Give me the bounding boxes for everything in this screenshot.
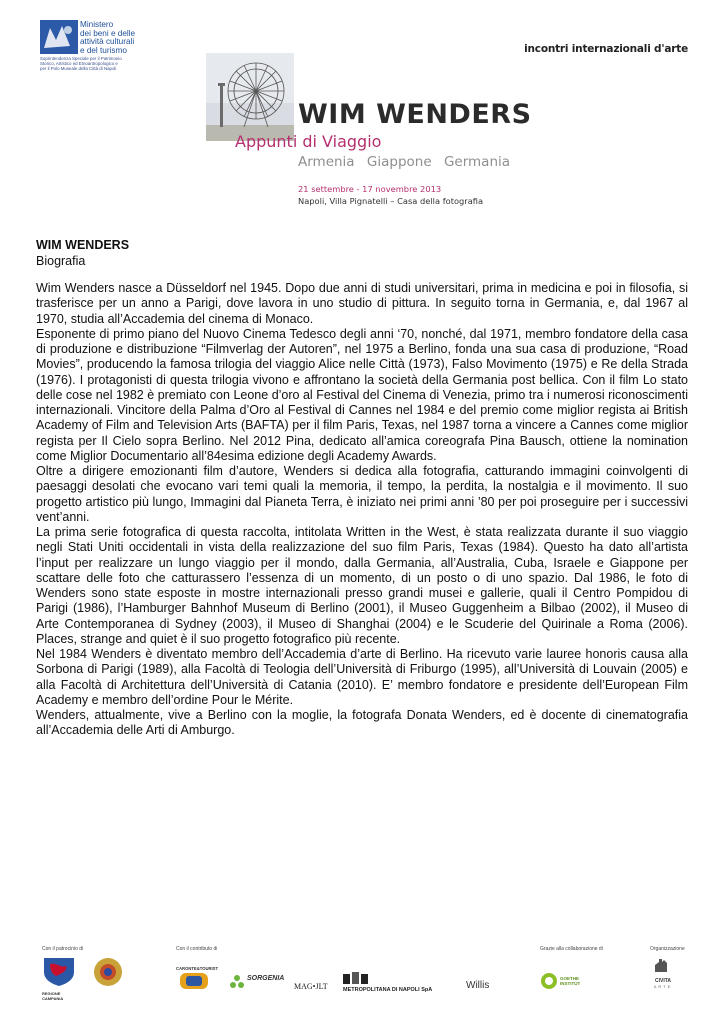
document-subheading: Biografia [36, 254, 86, 268]
paragraph: Esponente di primo piano del Nuovo Cinema Tedesco degli anni ‘70, nonché, dal 1971, membro fondatore della casa di produzione e distribuzione “Filmverlag der Autoren”, nel 1975 a Berlino, fonda una sua casa di produzione, “Road Movies”, producendo la famosa trilogia del viaggio Alice nelle Città (1973), Falso Movimento (1975) e Re della Strada (1976). I protagonisti di questa trilogia vivono e affrontano la società della Germania post bellica. Con il film Lo stato delle cose nel 1982 è premiato con Leone d’oro al Festival del Cinema di Venezia, primo tra i numerosi riconoscimenti internazionali. Vincitore della Palma d’Oro al Festival di Cannes nel 1984 e del premio come miglior regista ai British Academy of Film and Television Arts (BAFTA) per il film Paris, Texas, nel 1987 torna a vincere a Cannes come miglior regista per Il Cielo sopra Berlino. Nel 2012 Pina, dedicato all’amica coreografa Pina Bausch, ottiene la nomination come Miglior Documentario all’84esima edizione degli Academy Awards. [36, 326, 688, 463]
armenia-emblem-logo [92, 956, 124, 990]
willis-logo: Willis [466, 980, 490, 991]
place-germania: Germania [443, 154, 511, 170]
goethe-institut-logo: GOETHE INSTITUT [540, 972, 588, 996]
place-armenia: Armenia [298, 154, 355, 170]
paragraph: La prima serie fotografica di questa raccolta, intitolata Written in the West, è stata realizzata durante il suo viaggio negli Stati Uniti occidentali in vista della realizzazione del suo film Paris, Texas (1984). Questo ha dato all’artista l’input per realizzare un lungo viaggio per il mondo, dalla Germania, all’Australia, Cuba, Israele e Giappone per scattare delle foto che catturassero l’essenza di un momento, di un posto o di uno spazio. Dal 1986, le foto di Wenders sono state esposte in mostre internazionali presso grandi musei e gallerie, quali il Centro Pompidou di Parigi (1986), l’Hamburger Bahnhof Museum di Berlino (2001), il Museo Guggenheim a Bilbao (2002), il Museo di Arte Contemporanea di Sydney (2003), il Museo di Shanghai (2004) e le Scuderie del Quirinale a Roma (2006). Places, strange and quiet è il suo progetto fotografico più recente. [36, 525, 688, 646]
ferris-wheel-photo [206, 53, 294, 141]
armenia-emblem-icon [92, 956, 124, 988]
organization-label: Organizzazione [650, 946, 685, 952]
paragraph: Wenders, attualmente, vive a Berlino con la moglie, la fotografa Donata Wenders, ed è docente di cinematografia all’Accademia delle Arti di Amburgo. [36, 708, 688, 738]
banner-title: WIM WENDERS [298, 99, 532, 130]
metropolitana-icon [343, 972, 369, 986]
civita-logo: CIVITA ARTE [650, 957, 676, 997]
collaboration-label: Grazie alla collaborazione di [540, 946, 603, 952]
paragraph: Wim Wenders nasce a Düsseldorf nel 1945. Dopo due anni di studi universitari, prima in medicina e poi in filosofia, si trasferisce per un anno a Parigi, dove lavora in uno studio di pittura. In seguito torna in Germania, e, dal 1967 al 1970, studia all’Accademia del cinema di Monaco. [36, 281, 688, 326]
mag-jlt-logo: MAG•JLT [294, 982, 328, 991]
metropolitana-napoli-logo: METROPOLITANA DI NAPOLI SpA [343, 972, 458, 996]
caronte-tourist-logo: CARONTE&TOURIST [176, 966, 216, 996]
contribution-label: Con il contributo di [176, 946, 218, 952]
regione-campania-logo: REGIONE CAMPANIA [42, 956, 76, 996]
sorgenia-logo: SORGENIA [229, 972, 287, 992]
patronage-label: Con il patrocinio di [42, 946, 84, 952]
banner-dates: 21 settembre - 17 novembre 2013 [298, 184, 442, 194]
ministry-name: Ministero dei beni e delle attività culturali e del turismo [80, 20, 136, 55]
document-body [36, 281, 688, 739]
ministry-emblem-icon [40, 20, 78, 54]
civita-icon [654, 957, 672, 973]
banner-venue: Napoli, Villa Pignatelli – Casa della fotografia [298, 196, 484, 206]
ministry-subtitle: Soprintendenza Speciale per il Patrimonio Storico, Artistico ed Etnoantropologico e per il Polo Museale della Città di Napoli [40, 56, 122, 72]
place-giappone: Giappone [366, 154, 432, 170]
sorgenia-icon [229, 974, 245, 990]
document-heading: WIM WENDERS [36, 238, 130, 252]
caronte-tourist-icon [176, 971, 212, 991]
banner-places [298, 153, 510, 171]
regione-campania-icon [42, 956, 76, 986]
series-label: incontri internazionali d'arte [524, 43, 688, 55]
ministry-logo [40, 20, 150, 80]
goethe-icon [540, 972, 558, 990]
paragraph: Nel 1984 Wenders è diventato membro dell’Accademia d’arte di Berlino. Ha ricevuto varie lauree honoris causa alla Sorbona di Parigi (1989), alla Facoltà di Teologia dell’Università di Friburgo (1995), all’Università di Louvain (2005) e alla Facoltà di Architettura dell’Università di Catania (2010). E’ membro fondatore e presidente dell’European Film Academy e membro dell’ordine Pour le Mérite. [36, 647, 688, 707]
banner-subtitle: Appunti di Viaggio [235, 132, 382, 151]
paragraph: Oltre a dirigere emozionanti film d’autore, Wenders si dedica alla fotografia, catturando immagini coinvolgenti di paesaggi desolati che evocano vari temi quali la memoria, il tempo, la perdita, la nostalgia e il movimento. Il suo progetto artistico più lungo, Immagini dal Pianeta Terra, è iniziato nei primi anni ’80 per poi proseguire per i successivi vent’anni. [36, 464, 688, 524]
